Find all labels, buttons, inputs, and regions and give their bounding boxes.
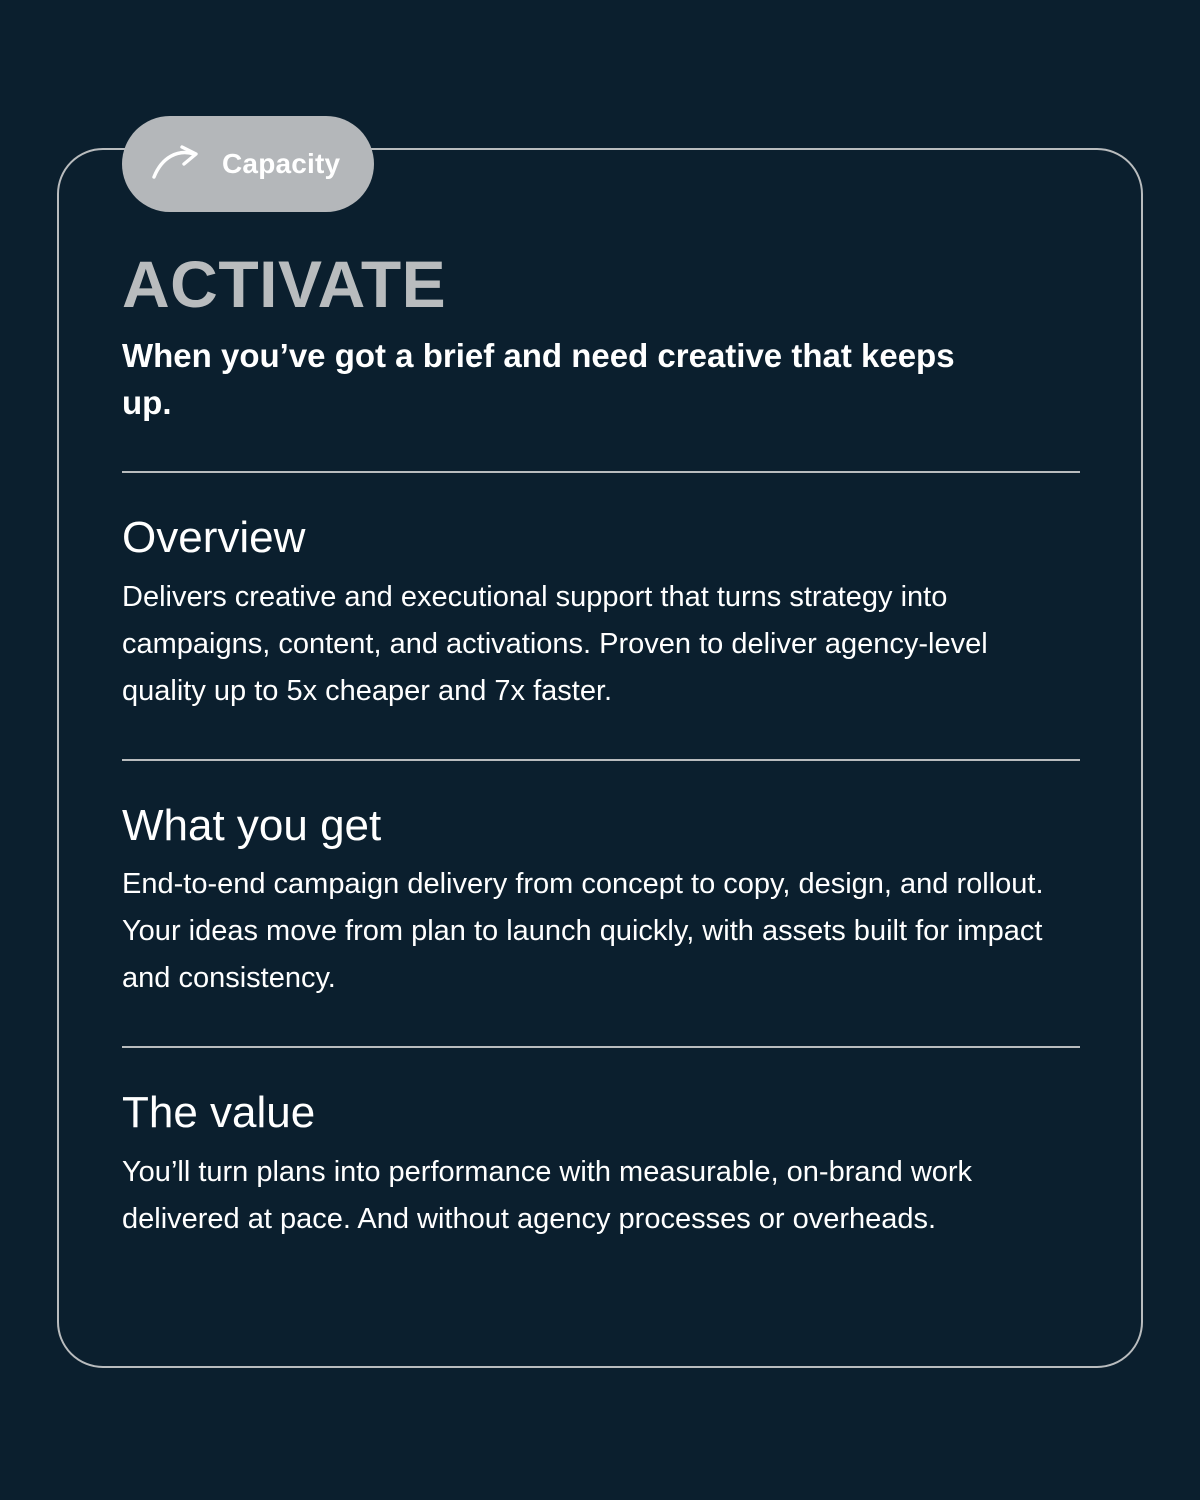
capacity-badge-label: Capacity (222, 148, 341, 179)
arrow-curve-icon (150, 144, 204, 184)
section-what-you-get-body: End-to-end campaign delivery from concept to copy, design, and rollout. Your ideas move from plan to launch quickly, with assets built for impact and consistency. (122, 868, 1044, 995)
section-the-value-heading: The value (122, 1088, 316, 1138)
capacity-badge (122, 116, 374, 212)
section-divider-2 (122, 759, 1080, 761)
section-overview-body: Delivers creative and executional support that turns strategy into campaigns, content, and activations. Proven to deliver agency-level quality up to 5x cheaper and 7x faster. (122, 580, 988, 707)
section-overview (122, 513, 1082, 715)
section-what-you-get-heading: What you get (122, 800, 382, 850)
section-the-value-body: You’ll turn plans into performance with measurable, on-brand work delivered at pace. And without agency processes or overheads. (122, 1155, 973, 1235)
section-divider-1 (122, 471, 1080, 473)
page-title: ACTIVATE (122, 247, 447, 321)
section-divider-3 (122, 1046, 1080, 1048)
section-the-value (122, 1088, 1082, 1243)
section-what-you-get (122, 801, 1082, 1003)
card-content (122, 247, 1082, 1243)
page-subtitle: When you’ve got a brief and need creative that keeps up. (122, 337, 955, 422)
section-overview-heading: Overview (122, 513, 306, 563)
